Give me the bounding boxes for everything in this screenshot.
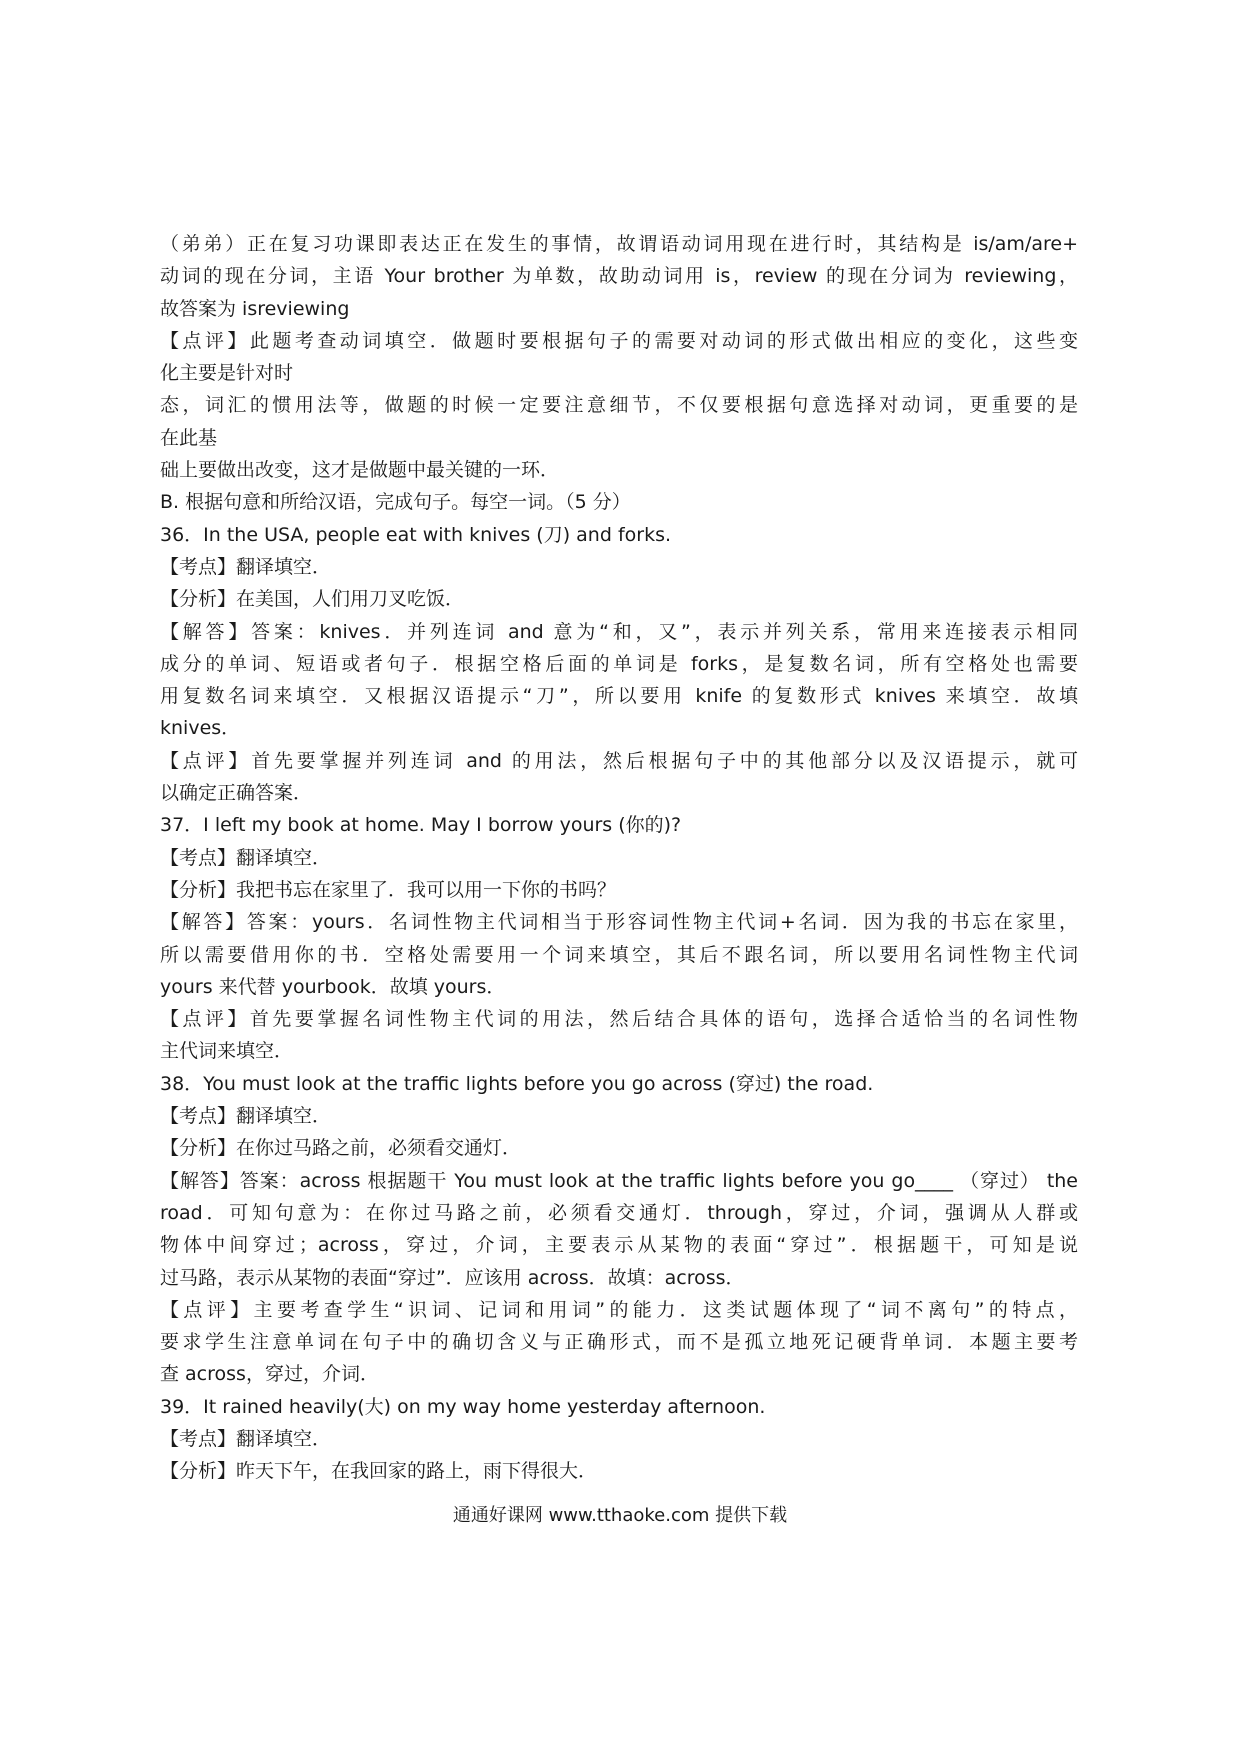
text-line: 在此基: [160, 426, 218, 449]
text-line: 【解答】答案：yours．名词性物主代词相当于形容词性物主代词+名词．因为我的书忘在家里，: [160, 911, 1078, 934]
text-line: 【考点】翻译填空．: [160, 1105, 332, 1128]
text-line: yours 来代替 yourbook．故填 yours．: [160, 975, 506, 998]
text-line: 态，词汇的惯用法等，做题的时候一定要注意细节，不仅要根据句意选择对动词，更重要的是: [160, 394, 1078, 417]
text-line: 化主要是针对时: [160, 362, 294, 385]
text-line: 础上要做出改变，这才是做题中最关键的一环．: [160, 459, 560, 482]
text-line: 所以需要借用你的书．空格处需要用一个词来填空，其后不跟名词，所以要用名词性物主代词: [160, 943, 1078, 966]
text-line: 【考点】翻译填空．: [160, 555, 332, 578]
text-line: 【分析】我把书忘在家里了．我可以用一下你的书吗？: [160, 878, 617, 901]
text-line: 以确定正确答案．: [160, 782, 313, 805]
text-line: 查 across，穿过，介词．: [160, 1363, 379, 1386]
text-line: 【解答】答案：knives．并列连词 and 意为“和，又”，表示并列关系，常用来连接表示相同: [160, 620, 1078, 643]
text-line: （弟弟）正在复习功课即表达正在发生的事情，故谓语动词用现在进行时，其结构是 is/am/are+: [160, 233, 1078, 255]
page-body: [160, 228, 1078, 1488]
question-39: 39．It rained heavily(大) on my way home yesterday afternoon.: [160, 1395, 766, 1418]
text-line: 【点评】主要考查学生“识词、记词和用词”的能力．这类试题体现了“词不离句”的特点，: [160, 1298, 1078, 1321]
question-37: 37．I left my book at home. May I borrow yours (你的)?: [160, 814, 682, 837]
text-line: 【解答】答案：across 根据题干 You must look at the traffic lights before you go____ （穿过） the: [160, 1169, 1078, 1192]
section-heading: B. 根据句意和所给汉语，完成句子。每空一词。（5 分）: [160, 491, 631, 514]
text-line: 过马路，表示从某物的表面“穿过”．应该用 across．故填：across．: [160, 1266, 745, 1289]
text-line: 【点评】首先要掌握名词性物主代词的用法，然后结合具体的语句，选择合适恰当的名词性物: [160, 1008, 1078, 1031]
text-line: 【考点】翻译填空．: [160, 1427, 332, 1450]
text-line: 【分析】在你过马路之前，必须看交通灯．: [160, 1137, 522, 1160]
text-line: 用复数名词来填空．又根据汉语提示“刀”，所以要用 knife 的复数形式 knives 来填空．故填: [160, 685, 1078, 708]
text-line: 要求学生注意单词在句子中的确切含义与正确形式，而不是孤立地死记硬背单词．本题主要考: [160, 1331, 1078, 1354]
text-line: 【点评】首先要掌握并列连词 and 的用法，然后根据句子中的其他部分以及汉语提示，就可: [160, 749, 1078, 772]
text-line: 【考点】翻译填空．: [160, 846, 332, 869]
text-line: 动词的现在分词，主语 Your brother 为单数，故助动词用 is，review 的现在分词为 reviewing，: [160, 265, 1078, 288]
text-line: 物体中间穿过；across，穿过，介词，主要表示从某物的表面“穿过”．根据题干，可知是说: [160, 1234, 1078, 1257]
text-line: road．可知句意为：在你过马路之前，必须看交通灯．through，穿过，介词，强调从人群或: [160, 1201, 1078, 1224]
question-36: 36．In the USA, people eat with knives (刀) and forks.: [160, 523, 672, 546]
text-line: 故答案为 isreviewing: [160, 297, 350, 320]
text-line: 【分析】昨天下午，在我回家的路上，雨下得很大．: [160, 1460, 598, 1483]
text-line: knives．: [160, 717, 241, 740]
text-line: 【点评】此题考查动词填空．做题时要根据句子的需要对动词的形式做出相应的变化，这些变: [160, 329, 1078, 352]
text-line: 成分的单词、短语或者句子．根据空格后面的单词是 forks，是复数名词，所有空格处也需要: [160, 652, 1078, 675]
text-line: 【分析】在美国，人们用刀叉吃饭．: [160, 588, 465, 611]
page-footer: 通通好课网 www.tthaoke.com 提供下载: [452, 1505, 788, 1526]
text-line: 主代词来填空．: [160, 1040, 294, 1063]
question-38: 38．You must look at the traffic lights before you go across (穿过) the road.: [160, 1072, 874, 1095]
